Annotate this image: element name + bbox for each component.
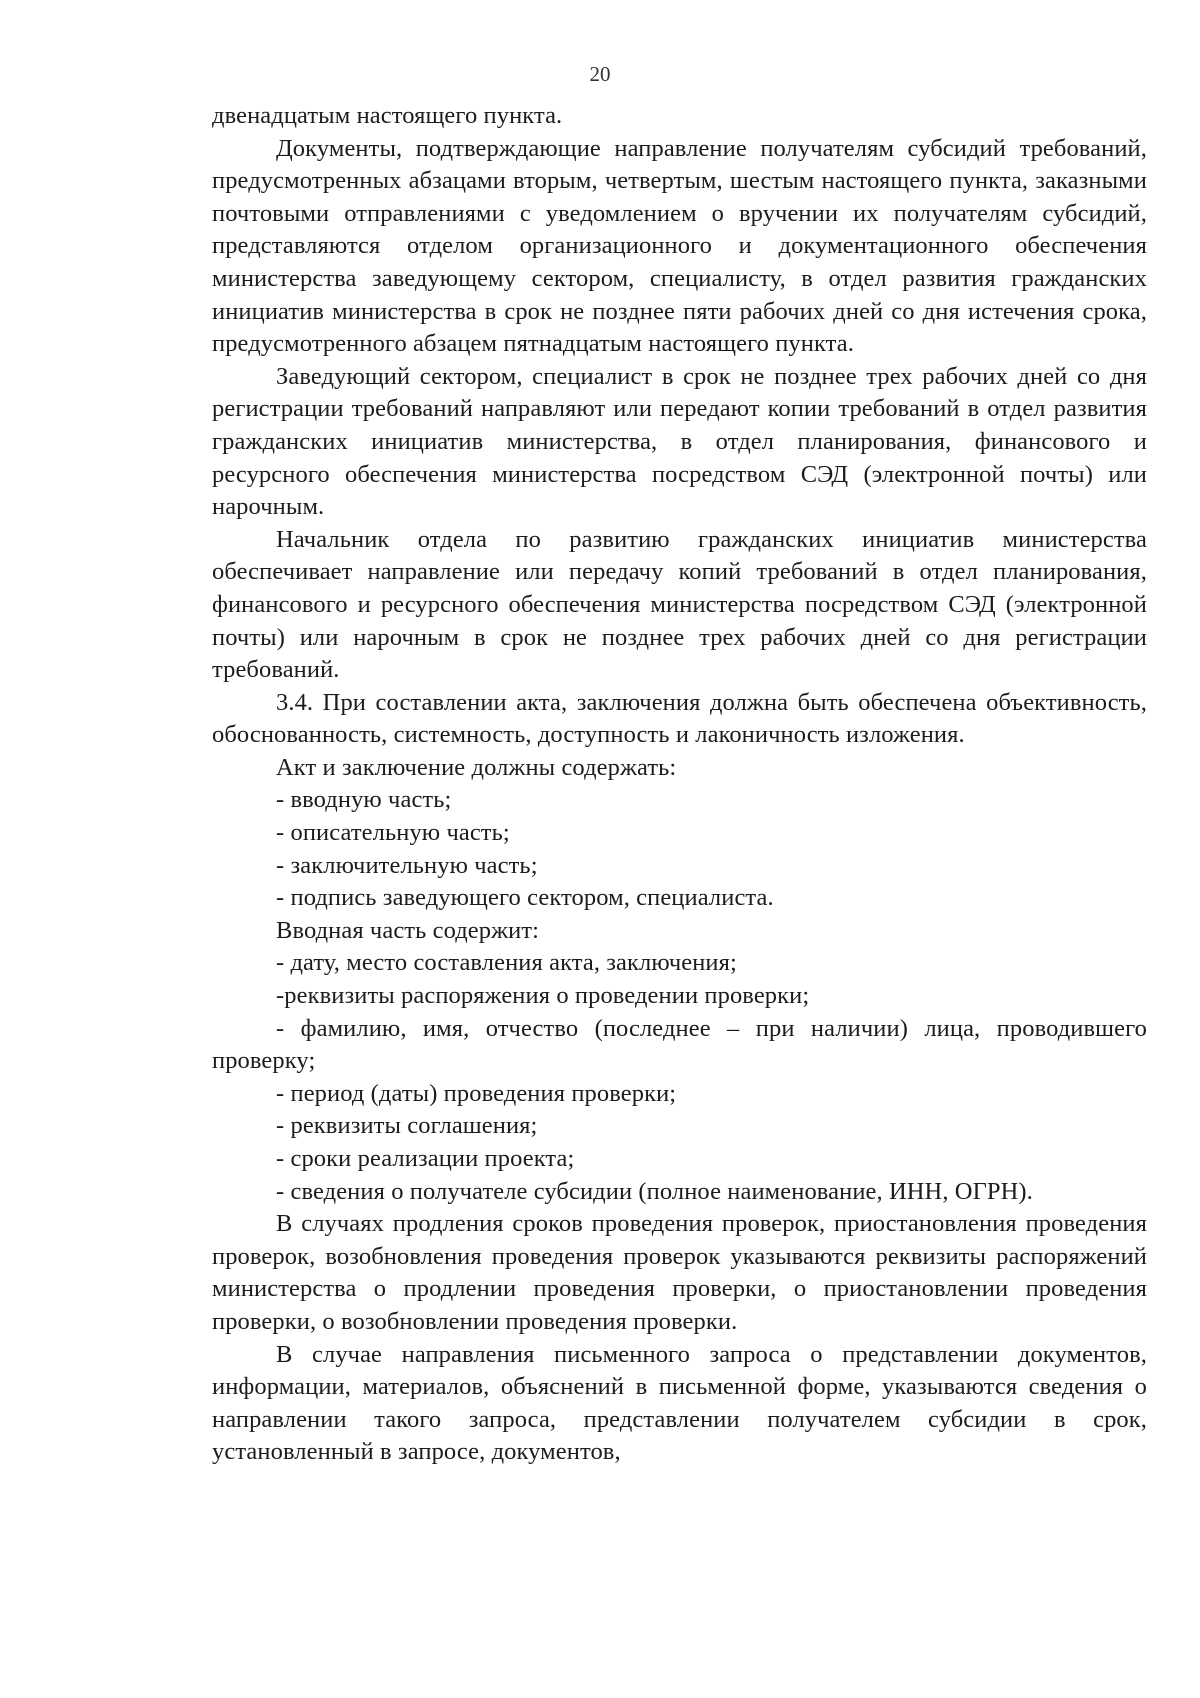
paragraph-written-request: В случае направления письменного запроса о представлении документов, информации, материалов, объяснений в письменной форме, указываются сведения о направлении такого запроса, представлении получателем субсидии в срок, установленный в запросе, документов, (212, 1340, 1147, 1466)
paragraph-documents-confirming: Документы, подтверждающие направление получателям субсидий требований, предусмотренных абзацами вторым, четвертым, шестым настоящего пункта, заказными почтовыми отправлениями с уведомлением о вручении их получателям субсидий, представляются отделом организационного и документационного обеспечения министерства заведующему сектором, специалисту, в отдел развития гражданских инициатив министерства в срок не позднее пяти рабочих дней со дня истечения срока, предусмотренного абзацем пятнадцатым настоящего пункта. (212, 134, 1147, 358)
list-item: - реквизиты соглашения; (276, 1112, 538, 1140)
list-item: - период (даты) проведения проверки; (276, 1079, 677, 1107)
paragraph-continuation: двенадцатым настоящего пункта. (212, 102, 563, 129)
page-number: 20 (589, 62, 611, 86)
list-item: - дату, место составления акта, заключения; (276, 949, 737, 977)
list-heading-intro-contents: Вводная часть содержит: (276, 916, 540, 944)
list-item: - сроки реализации проекта; (276, 1145, 575, 1172)
list-heading-act-contents: Акт и заключение должны содержать: (276, 753, 677, 781)
list-item: -реквизиты распоряжения о проведении проверки; (276, 982, 810, 1010)
paragraph-head-of-sector: Заведующий сектором, специалист в срок не позднее трех рабочих дней со дня регистрации требований направляют или передают копии требований в отдел развития гражданских инициатив министерства, в отдел планирования, финансового и ресурсного обеспечения министерства посредством СЭД (электронной почты) или нарочным. (212, 362, 1147, 521)
list-item: - сведения о получателе субсидии (полное наименование, ИНН, ОГРН). (276, 1177, 1033, 1205)
list-item: - подпись заведующего сектором, специалиста. (276, 884, 774, 912)
paragraph-department-head: Начальник отдела по развитию гражданских инициатив министерства обеспечивает направление или передачу копий требований в отдел планирования, финансового и ресурсного обеспечения министерства посредством СЭД (электронной почты) или нарочным в срок не позднее трех рабочих дней со дня регистрации требований. (212, 525, 1147, 684)
paragraph-section-3-4: 3.4. При составлении акта, заключения должна быть обеспечена объективность, обоснованность, системность, доступность и лаконичность изложения. (212, 688, 1147, 749)
document-body (212, 100, 1147, 1469)
list-item: - заключительную часть; (276, 851, 538, 879)
list-item: - вводную часть; (276, 786, 452, 814)
paragraph-extensions: В случаях продления сроков проведения проверок, приостановления проведения проверок, возобновления проведения проверок указываются реквизиты распоряжений министерства о продлении проведения проверки, о приостановлении проведения проверки, о возобновлении проведения проверки. (212, 1210, 1147, 1335)
list-item: - фамилию, имя, отчество (последнее – при наличии) лица, проводившего проверку; (212, 1014, 1147, 1075)
list-item: - описательную часть; (276, 819, 510, 847)
